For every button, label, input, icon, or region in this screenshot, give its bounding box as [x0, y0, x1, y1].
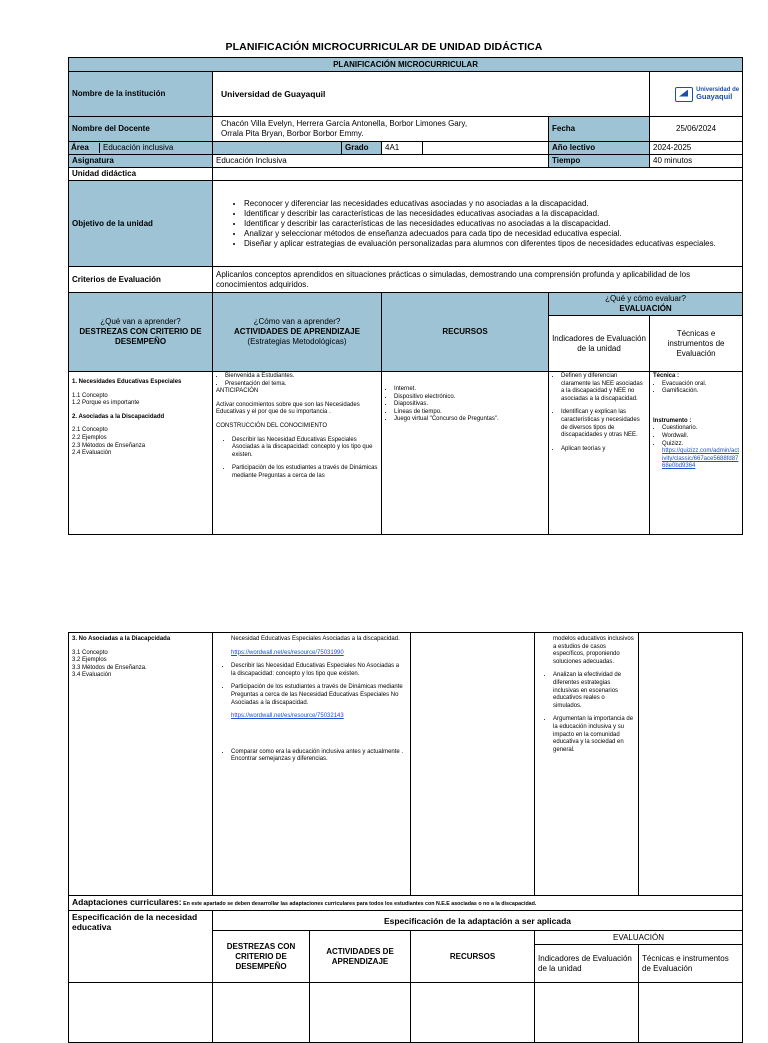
- grade-value: 4A1: [382, 142, 423, 155]
- institution-value: Universidad de Guayaquil: [213, 72, 650, 117]
- adapt-empty-cell: [213, 983, 310, 1043]
- grade-label: Grado: [342, 142, 382, 155]
- learn-header: ¿Qué van a aprender? DESTREZAS CON CRITERIO DE DESEMPEÑO: [69, 293, 213, 372]
- activities-cell: Necesidad Educativas Especiales Asociadas a la discapacidad. https://wordwall.net/es/resource/75031990 • Describir las Necesidad Educativas Especiales No Asociadas a la discapacidad: concepto y los tipo que existen. • Participación de los estudiantes a través de Dinámicas mediante Preguntas a cerca de las Necesidad Educativas Especiales No Asociadas a la discapacidad. https://wordwall.net/es/resource/75032143 • Comparar como era la educación inclusiva antes y actualmente . Encontrar semejanzas y diferencias.: [213, 633, 411, 896]
- university-logo-icon: [675, 87, 693, 102]
- area-cell: Área Educación inclusiva: [69, 142, 213, 155]
- document-title: PLANIFICACIÓN MICROCURRICULAR DE UNIDAD DIDÁCTICA: [225, 41, 543, 53]
- adapt-empty-cell: [535, 983, 639, 1043]
- date-value: 25/06/2024: [650, 117, 743, 142]
- indicators-cell: • Definen y diferencian claramente las NEE asociadas a la discapacidad y NEE no asociadas a la discapacidad. • Identifican y explican las características y necesidades de diversos tipos de discapacidades y otras NEE. • Aplican teorías y: [549, 372, 650, 535]
- planning-table-page1: [68, 57, 743, 535]
- indicators-header: Indicadores de Evaluación de la unidad: [549, 316, 650, 372]
- adapt-empty-cell: [310, 983, 411, 1043]
- year-value: 2024-2025: [650, 142, 743, 155]
- adapt-activities-header: ACTIVIDADES DE APRENDIZAJE: [310, 931, 411, 983]
- objective-item: • Diseñar y aplicar estrategias de evaluación personalizadas para alumnos con diferentes tipos de necesidades educativas especiales.: [244, 239, 739, 249]
- objectives-cell: [213, 181, 743, 267]
- techniques-cell: Técnica : • Evacuación oral. • Gamificación. Instrumento : • Cuestionario. • Wordwall. • Quizizz. https://quizizz.com/admin/activity/classic/667ace5688fd8768e0bd9364: [650, 372, 743, 535]
- year-label: Año lectivo: [549, 142, 650, 155]
- subject-value: Educación Inclusiva: [213, 155, 549, 168]
- adapt-indicators-header: Indicadores de Evaluación de la unidad: [535, 945, 639, 983]
- adaptations-row: Adaptaciones curriculares: En este apartado se deben desarrollar las adaptaciones curriculares para todos los estudiantes con N.E.E asociadas o no a la discapacidad.: [69, 896, 743, 911]
- objective-item: • Identificar y describir las características de las necesidades educativas no asociadas a la discapacidad.: [244, 219, 739, 229]
- teacher-value: Chacón Villa Evelyn, Herrera García Antonella, Borbor Limones Gary, Orrala Pita Bryan, Borbor Borbor Emmy.: [213, 117, 549, 142]
- adapt-empty-cell: [411, 983, 535, 1043]
- university-logo: Universidad de Guayaquil: [650, 72, 743, 117]
- subject-label: Asignatura: [69, 155, 213, 168]
- time-value: 40 minutos: [650, 155, 743, 168]
- wordwall-link-1[interactable]: https://wordwall.net/es/resource/75031990: [231, 649, 344, 656]
- objective-item: • Identificar y describir las características de las necesidades educativas asociadas a la discapacidad.: [244, 209, 739, 219]
- spec-need-label: Especificación de la necesidad educativa: [69, 911, 213, 983]
- eval-header: ¿Qué y cómo evaluar? EVALUACIÓN: [549, 293, 743, 316]
- objective-label: Objetivo de la unidad: [69, 181, 213, 267]
- date-label: Fecha: [549, 117, 650, 142]
- adapt-resources-header: RECURSOS: [411, 931, 535, 983]
- time-label: Tiempo: [549, 155, 650, 168]
- how-header: ¿Cómo van a aprender? ACTIVIDADES DE APRENDIZAJE (Estrategias Metodológicas): [213, 293, 382, 372]
- resources-header: RECURSOS: [382, 293, 549, 372]
- quizizz-link[interactable]: https://quizizz.com/admin/activity/classic/667ace5688fd8768e0bd9364: [662, 448, 740, 470]
- techniques-cell: [639, 633, 743, 896]
- spec-adapt-label: Especificación de la adaptación a ser aplicada: [213, 911, 743, 931]
- adapt-empty-cell: [69, 983, 213, 1043]
- objective-item: • Analizar y seleccionar métodos de enseñanza adecuados para cada tipo de necesidad educativa especial.: [244, 229, 739, 239]
- skills-cell: 1. Necesidades Educativas Especiales 1.1 Concepto 1.2 Porque es importante 2. Asociadas a la Discapacidadd 2.1 Concepto 2.2 Ejemplos 2.3 Métodos de Enseñanza 2.4 Evaluación: [69, 372, 213, 535]
- wordwall-link-2[interactable]: https://wordwall.net/es/resource/75032143: [231, 713, 344, 720]
- activities-cell: • Bienvenida a Estudiantes. • Presentación del tema. ANTICIPACIÓN Activar conocimientos sobre que son las Necesidades Educativas y el por que de su importancia . CONSTRUCCIÓN DEL CONOCIMIENTO • Describir las Necesidad Educativas Especiales Asociadas a la discapacidad: concepto y los tipo que existen. • Participación de los estudiantes a través de Dinámicas mediante Preguntas a cerca de las: [213, 372, 382, 535]
- adapt-eval-header: EVALUACIÓN: [535, 931, 743, 945]
- indicators-cell: modelos educativos inclusivos a estudios de casos específicos, proponiendo soluciones adecuadas. • Analizan la efectividad de diferentes estrategias inclusivas en escenarios educativos reales o simulados. • Argumentan la importancia de la educación inclusiva y su impacto en la comunidad educativa y la sociedad en general.: [535, 633, 639, 896]
- adapt-techniques-header: Técnicas e instrumentos de Evaluación: [639, 945, 743, 983]
- header-band: PLANIFICACIÓN MICROCURRICULAR: [69, 58, 743, 72]
- objective-item: • Reconocer y diferenciar las necesidades educativas asociadas y no asociadas a la discapacidad.: [244, 199, 739, 209]
- techniques-header: Técnicas e instrumentos de Evaluación: [650, 316, 743, 372]
- institution-label: Nombre de la institución: [69, 72, 213, 117]
- unit-label: Unidad didáctica: [69, 168, 213, 181]
- skills-cell: 3. No Asociadas a la Diacapcidada 3.1 Concepto 3.2 Ejemplos 3.3 Métodos de Enseñanza. 3.4 Evaluación: [69, 633, 213, 896]
- teacher-label: Nombre del Docente: [69, 117, 213, 142]
- planning-table-page2: [68, 632, 743, 1043]
- resources-cell: • Internet. • Dispositivo electrónico. • Diapositivas. • Líneas de tiempo. • Juego virtual "Concurso de Preguntas".: [382, 372, 549, 535]
- resources-cell: [411, 633, 535, 896]
- criteria-label: Criterios de Evaluación: [69, 267, 213, 293]
- adapt-skills-header: DESTREZAS CON CRITERIO DE DESEMPEÑO: [213, 931, 310, 983]
- criteria-value: Aplicanlos conceptos aprendidos en situaciones prácticas o simuladas, demostrando una comprensión profunda y aplicabilidad de los conocimientos adquiridos.: [213, 267, 743, 293]
- adapt-empty-cell: [639, 983, 743, 1043]
